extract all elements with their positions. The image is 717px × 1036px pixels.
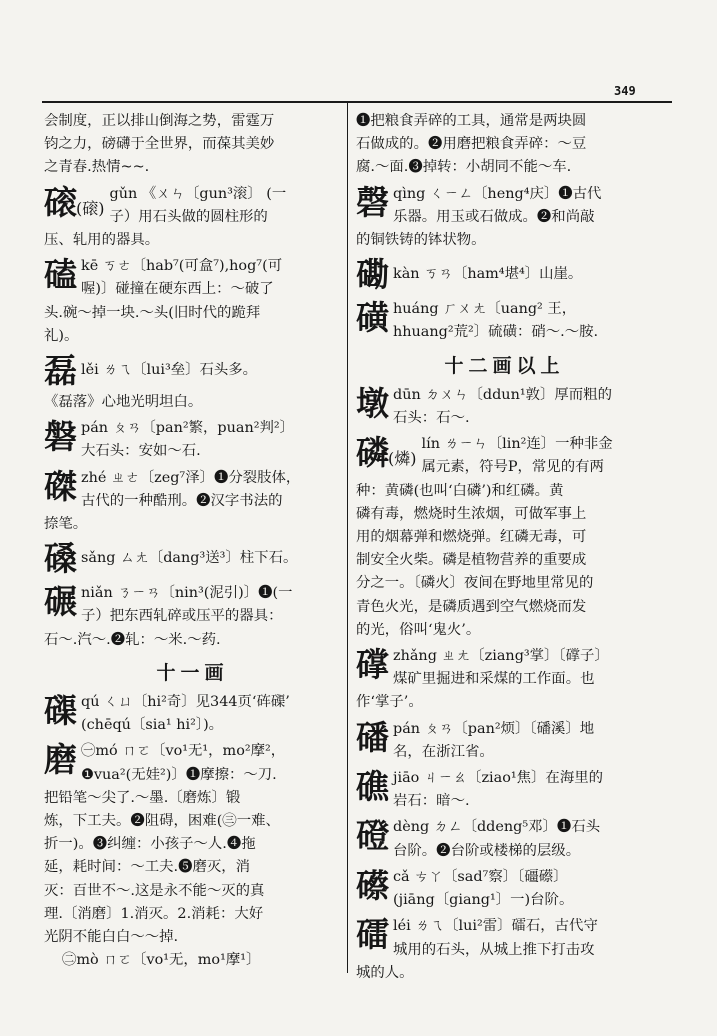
entry-line: ㊀mó ㄇㄛ〔vo¹无¹，mo²摩²， <box>81 743 286 760</box>
entry-line: 城用的石头，从城上推下打击攻 <box>393 941 595 958</box>
headword: 磔 <box>44 466 76 506</box>
entry-line: gǔn 《ㄨㄣ〔gun³滚〕 (一 <box>109 185 287 202</box>
headword: 礌 <box>356 915 388 955</box>
entry-line: cǎ ㄘㄚ〔sad⁷察〕〔礓礤〕 <box>393 868 568 885</box>
entry-line: dūn ㄉㄨㄣ〔ddun¹敦〕厚而粗的 <box>393 386 612 403</box>
entry-line: (jiāng〔giang¹〕一)台阶。 <box>393 892 574 909</box>
intro-line: 腐.～面.❸掉转：小胡同不能～车. <box>356 159 572 176</box>
entry-line: 用的烟幕弹和燃烧弹。红磷无毒，可 <box>356 529 587 546</box>
entry-line: 灭：百世不～.这是永不能～灭的真 <box>44 882 265 899</box>
dictionary-entry <box>356 866 653 912</box>
dictionary-entry <box>44 539 341 579</box>
entry-line: 光阴不能白白～～掉. <box>44 929 179 946</box>
dictionary-entry <box>44 417 341 463</box>
entry-line: 折一)。❸纠缠：小孩子～人.❹拖 <box>44 836 256 853</box>
entry-line: léi ㄌㄟ〔lui²雷〕礌石，古代守 <box>393 918 598 935</box>
entry-line: 石头：石～. <box>393 410 470 427</box>
headword: 磙(磙) <box>44 182 105 222</box>
headword: 磉 <box>44 539 76 579</box>
headword: 礁 <box>356 767 388 807</box>
entry-line: 的铜铁铸的钵状物。 <box>356 232 486 249</box>
dictionary-entry <box>44 582 341 652</box>
dictionary-entry <box>44 183 341 253</box>
entry-line: 台阶。❷台阶或楼梯的层级。 <box>393 842 581 859</box>
dictionary-entry <box>356 645 653 715</box>
entry-line: 喔)〕碰撞在硬东西上：～破了 <box>81 281 274 298</box>
headword: 墩 <box>356 383 388 423</box>
dictionary-entry <box>44 691 341 737</box>
intro-line: 钧之力，磅礴于全世界，而葆其美妙 <box>44 136 275 153</box>
entry-line: jiāo ㄐㄧㄠ〔ziao¹焦〕在海里的 <box>393 770 603 787</box>
entry-line: dèng ㄉㄥ〔ddeng⁵邓〕❶石头 <box>393 819 601 836</box>
entry-line: huáng ㄏㄨㄤ〔uang² 王， <box>393 301 577 318</box>
entry-line: 理.〔消磨〕1.消灭。2.消耗：大好 <box>44 905 264 922</box>
headword: 磡 <box>356 255 388 295</box>
entry-line: 子）把东西轧碎或压平的器具： <box>81 608 283 625</box>
headword: 磷(燐) <box>356 433 417 473</box>
entry-line: 制安全火柴。磷是植物营养的重要成 <box>356 552 587 569</box>
entry-line: qú ㄑㄩ〔hi²奇〕见344页‘砗磲’ <box>81 694 290 711</box>
dictionary-entry <box>356 384 653 430</box>
headword-variant: (磙) <box>76 198 105 218</box>
headword: 礃 <box>356 645 388 685</box>
entry-line: 青色火光，是磷质遇到空气燃烧而发 <box>356 598 587 615</box>
entry-line: 把铅笔～尖了.～墨.〔磨炼〕锻 <box>44 789 241 806</box>
dictionary-entry <box>44 255 341 348</box>
page-number: 349 <box>614 84 636 98</box>
headword: 磻 <box>356 717 388 757</box>
entry-line: 名，在浙江省。 <box>393 743 494 760</box>
entry-line: 捺笔。 <box>44 516 88 533</box>
entry-line: 《磊落》心地光明坦白。 <box>44 394 203 411</box>
entry-line: kē ㄎㄜ〔hab⁷(可盒⁷),hog⁷(可 <box>81 258 283 275</box>
right-column <box>356 110 653 986</box>
entry-line: ❶vua²(无娃²)〕❶摩擦：～刀. <box>81 766 277 783</box>
headword: 磊 <box>44 351 76 391</box>
entry-line: 古代的一种酷刑。❷汉字书法的 <box>81 492 283 509</box>
entry-line: 礼)。 <box>44 327 79 344</box>
entry-line: 种：黄磷(也叫‘白磷’)和红磷。黄 <box>356 482 564 499</box>
entry-line: 延，耗时间：～工夫.❺磨灭，消 <box>44 859 251 876</box>
entry-line: 城的人。 <box>356 964 414 981</box>
headword: 磬 <box>356 182 388 222</box>
entry-line: 的光，俗叫‘鬼火’。 <box>356 621 481 638</box>
dictionary-entry <box>356 915 653 985</box>
headword: 礤 <box>356 865 388 905</box>
headword: 磐 <box>44 417 76 457</box>
headword: 磕 <box>44 255 76 295</box>
headword: 磨 <box>44 740 76 780</box>
entry-line: (chēqú〔sia¹ hi²〕)。 <box>81 717 224 734</box>
dictionary-entry <box>44 740 341 972</box>
entry-line: 头.碗～掉一块.～头(旧时代的跪拜 <box>44 304 261 321</box>
entry-line: hhuang²荒²〕硫磺：硝～.～胺. <box>393 324 599 341</box>
dictionary-entry <box>356 183 653 253</box>
entry-line: sǎng ㄙㄤ〔dang³送³〕柱下石。 <box>81 550 298 567</box>
entry-line: 压、轧用的器具。 <box>44 232 160 249</box>
entry-line: 大石头：安如～石. <box>81 443 201 460</box>
entry-line: lín ㄌㄧㄣ〔lin²连〕一种非金 <box>421 436 613 453</box>
entry-line: 石～.汽～.❷轧：～米.～药. <box>44 631 221 648</box>
entry-line: 煤矿里掘进和采煤的工作面。也 <box>393 671 595 688</box>
entry-line: 子）用石头做的圆柱形的 <box>109 208 268 225</box>
column-divider <box>347 103 348 973</box>
headword-variant: (燐) <box>388 449 417 469</box>
header-rule <box>42 101 672 103</box>
dictionary-entry <box>44 467 341 537</box>
entry-line: 作‘掌子’。 <box>356 694 423 711</box>
entry-line: lěi ㄌㄟ〔lui³垒〕石头多。 <box>81 362 258 379</box>
headword: 磲 <box>44 691 76 731</box>
section-title: 十二画以上 <box>444 354 565 377</box>
entry-line: 属元素，符号P，常见的有两 <box>421 459 604 476</box>
entry-line: niǎn ㄋㄧㄢ〔nin³(泥引)〕❶(一 <box>81 585 293 602</box>
dictionary-entry <box>356 767 653 813</box>
entry-line: 岩石：暗～. <box>393 793 470 810</box>
entry-line: zhé ㄓㄜ〔zeg⁷泽〕❶分裂肢体， <box>81 469 301 486</box>
entry-line: 磷有毒，燃烧时生浓烟，可做军事上 <box>356 505 587 522</box>
dictionary-entry <box>356 255 653 295</box>
dictionary-entry <box>356 816 653 862</box>
entry-line: 乐器。用玉或石做成。❷和尚敲 <box>393 208 595 225</box>
headword: 碾 <box>44 582 76 622</box>
dictionary-entry <box>356 718 653 764</box>
entry-line: pán ㄆㄢ〔pan²繁，puan²判²〕 <box>81 420 295 437</box>
headword: 磺 <box>356 298 388 338</box>
entry-line: ㊁mò ㄇㄛ〔vo¹无，mo¹摩¹〕 <box>62 952 261 969</box>
entry-line: kàn ㄎㄢ〔ham⁴堪⁴〕山崖。 <box>393 266 583 283</box>
dictionary-entry <box>356 433 653 642</box>
entry-line: 炼，下工夫。❷阻碍，困难(㊂一难、 <box>44 813 280 830</box>
entry-line: pán ㄆㄢ〔pan²烦〕〔磻溪〕地 <box>393 720 595 737</box>
entry-line: 分之一。〔磷火〕夜间在野地里常见的 <box>356 575 594 592</box>
intro-line: 会制度，正以排山倒海之势，雷霆万 <box>44 113 275 129</box>
dictionary-entry <box>356 298 653 344</box>
entry-line: qìng ㄑㄧㄥ〔heng⁴庆〕❶古代 <box>393 185 602 202</box>
headword: 磴 <box>356 816 388 856</box>
dictionary-entry <box>44 351 341 414</box>
entry-line: zhǎng ㄓㄤ〔ziang³掌〕〔礃子〕 <box>393 648 609 665</box>
intro-line: 石做成的。❷用磨把粮食弄碎：～豆 <box>356 136 587 153</box>
section-title: 十一画 <box>156 661 229 684</box>
intro-line: 之青春.热情~~. <box>44 159 150 176</box>
intro-line: ❶把粮食弄碎的工具，通常是两块圆 <box>356 113 587 129</box>
left-column <box>44 110 341 974</box>
